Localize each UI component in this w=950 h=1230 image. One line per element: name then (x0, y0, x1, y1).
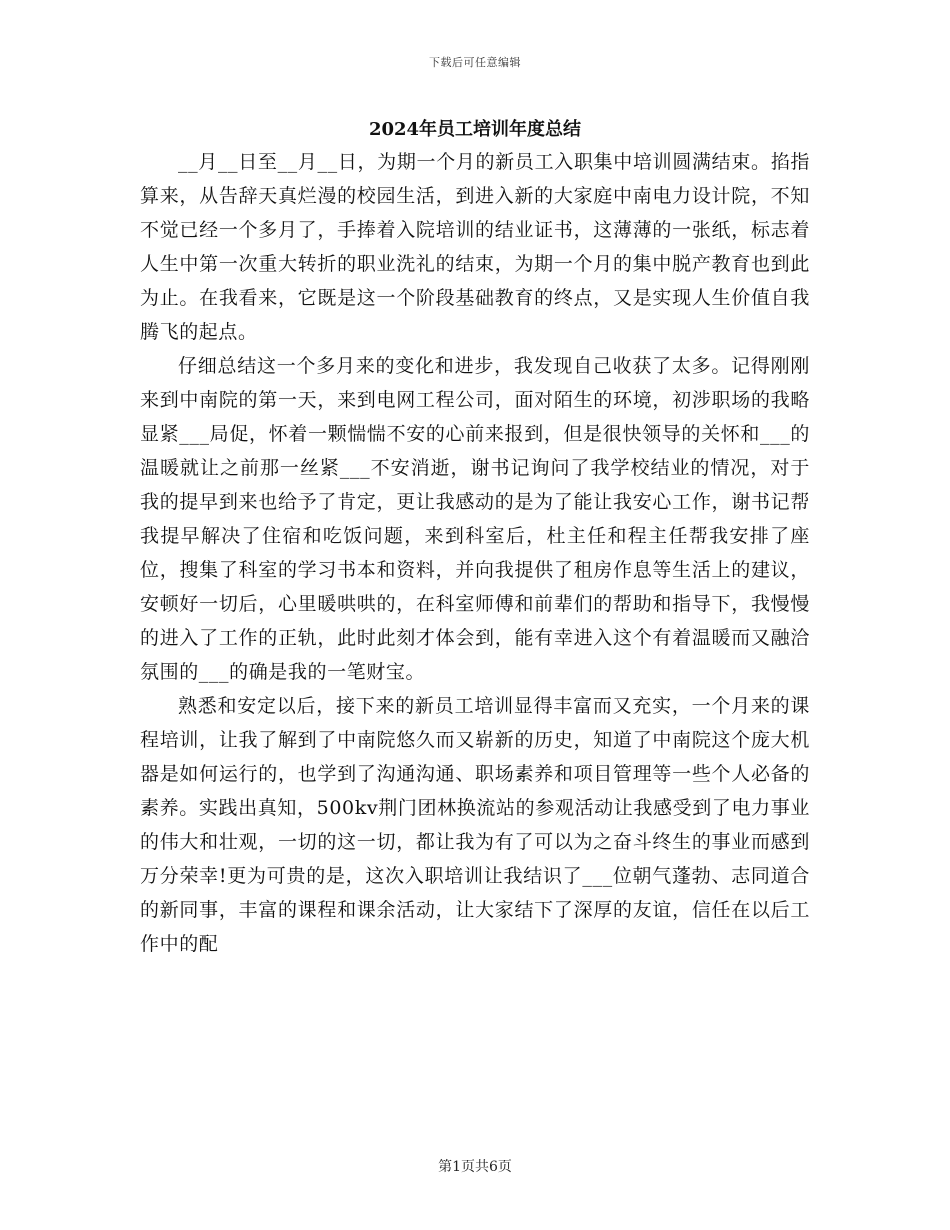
paragraph-2: 仔细总结这一个多月来的变化和进步，我发现自己收获了太多。记得刚刚来到中南院的第一天，来到电网工程公司，面对陌生的环境，初涉职场的我略显紧___局促，怀着一颗惴惴不安的心前来报到，但是很快领导的关怀和___的温暖就让之前那一丝紧___不安消逝，谢书记询问了我学校结业的情况，对于我的提早到来也给予了肯定，更让我感动的是为了能让我安心工作，谢书记帮我提早解决了住宿和吃饭问题，来到科室后，杜主任和程主任帮我安排了座位，搜集了科室的学习书本和资料，并向我提供了租房作息等生活上的建议，安顿好一切后，心里暖哄哄的，在科室师傅和前辈们的帮助和指导下，我慢慢的进入了工作的正轨，此时此刻才体会到，能有幸进入这个有着温暖而又融洽氛围的___的确是我的一笔财宝。 (140, 355, 810, 683)
header-note: 下载后可任意编辑 (429, 56, 521, 69)
document-title: 2024年员工培训年度总结 (368, 119, 582, 140)
document-body (140, 145, 810, 961)
page-number: 第1页共6页 (438, 1159, 512, 1175)
paragraph-3: 熟悉和安定以后，接下来的新员工培训显得丰富而又充实，一个月来的课程培训，让我了解到了中南院悠久而又崭新的历史，知道了中南院这个庞大机器是如何运行的，也学到了沟通沟通、职场素养和项目管理等一些个人必备的素养。实践出真知，500kv荆门团林换流站的参观活动让我感受到了电力事业的伟大和壮观，一切的这一切，都让我为有了可以为之奋斗终生的事业而感到万分荣幸!更为可贵的是，这次入职培训让我结识了___位朝气蓬勃、志同道合的新同事，丰富的课程和课余活动，让大家结下了深厚的友谊，信任在以后工作中的配 (140, 695, 810, 955)
paragraph-1: __月__日至__月__日，为期一个月的新员工入职集中培训圆满结束。掐指算来，从告辞天真烂漫的校园生活，到进入新的大家庭中南电力设计院，不知不觉已经一个多月了，手捧着入院培训的结业证书，这薄薄的一张纸，标志着人生中第一次重大转折的职业洗礼的结束，为期一个月的集中脱产教育也到此为止。在我看来，它既是这一个阶段基础教育的终点，又是实现人生价值自我腾飞的起点。 (140, 151, 810, 343)
